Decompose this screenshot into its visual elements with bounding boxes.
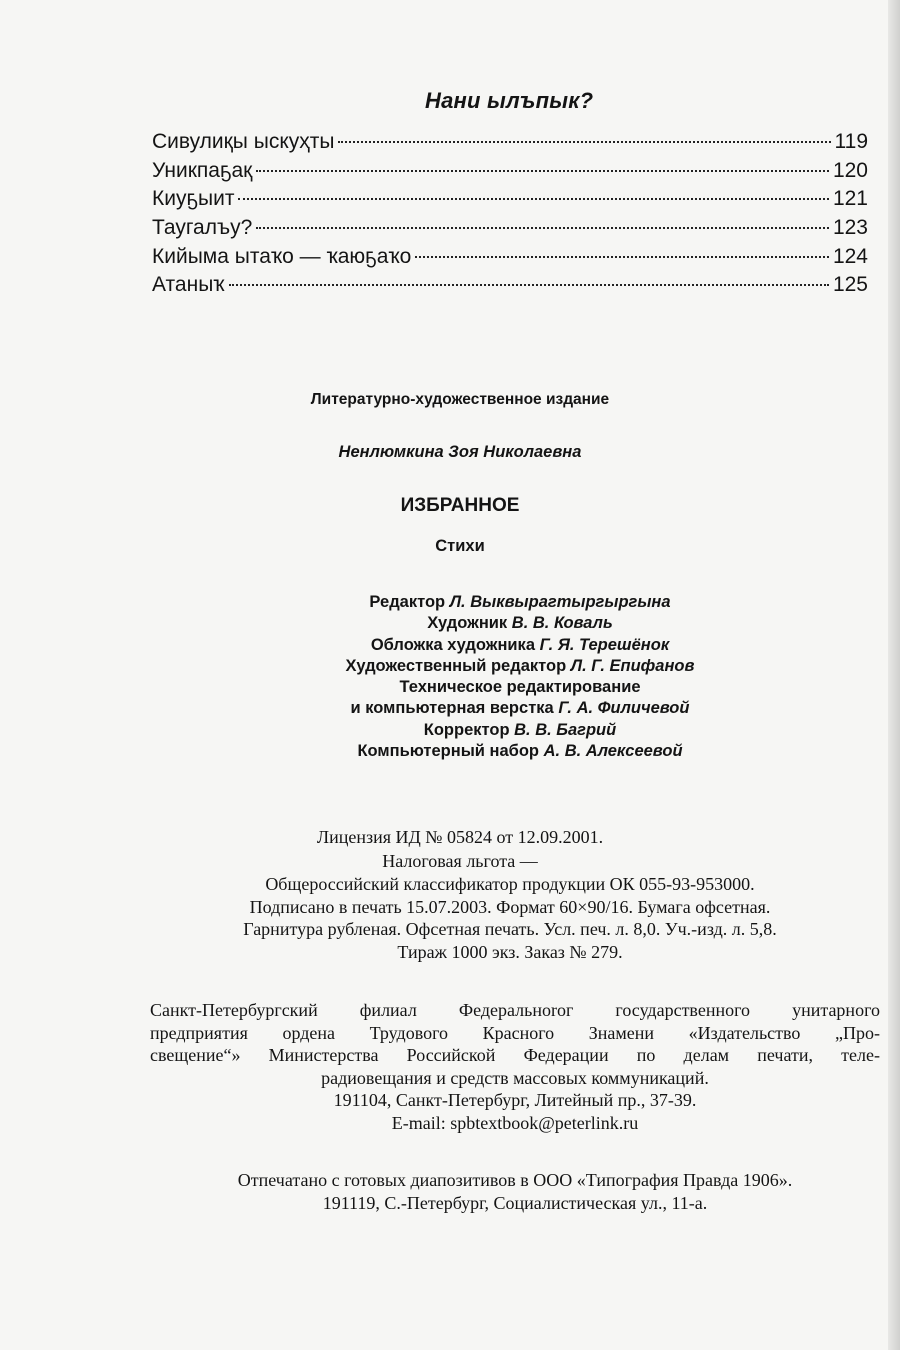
- toc-leader-dots: [256, 170, 829, 172]
- credit-role: Редактор: [369, 593, 446, 611]
- credit-person: Л. Г. Епифанов: [570, 656, 695, 675]
- toc-entry-page: 119: [834, 130, 868, 153]
- edition-genre: Литературно-художественное издание: [310, 391, 610, 408]
- credit-role: Компьютерный набор: [357, 742, 540, 761]
- spec-line: Общероссийский классификатор продукции ОК 055-93-953000.: [265, 874, 755, 894]
- credit-line: [300, 677, 740, 698]
- toc-entry-page: 120: [832, 158, 868, 182]
- credits-block: [300, 592, 740, 762]
- license-line: Лицензия ИД № 05824 от 12.09.2001.: [316, 827, 604, 847]
- credit-person: В. В. Багрий: [514, 720, 617, 739]
- credit-line: [300, 720, 740, 741]
- toc-entry-title: Таугалъу?: [152, 216, 253, 240]
- credit-line: [300, 698, 740, 719]
- book-title: ИЗБРАННОЕ: [400, 495, 520, 516]
- author-name: Ненлюмкина Зоя Николаевна: [338, 443, 582, 461]
- credit-line: [300, 592, 740, 613]
- toc-entry-title: Атаныҡ: [152, 273, 225, 297]
- spec-line: Тираж 1000 экз. Заказ № 279.: [397, 941, 623, 962]
- toc-leader-dots: [229, 284, 829, 286]
- book-subtitle: Стихи: [435, 537, 485, 555]
- credit-role: Обложка художника: [370, 635, 535, 654]
- credit-role: Художественный редактор: [345, 656, 567, 675]
- printer-line: Отпечатано с готовых диапозитивов в ООО «Типография Правда 1906».: [237, 1170, 793, 1190]
- toc-entry-title: Уникпаҕақ: [152, 158, 253, 182]
- toc-entry-page: 125: [832, 273, 868, 297]
- printer-info: [150, 1169, 880, 1214]
- toc-leader-dots: [338, 141, 830, 143]
- toc-entry-title: Киуҕыит: [152, 187, 235, 211]
- toc-entry-page: 121: [832, 187, 868, 211]
- print-specs: [140, 873, 880, 963]
- toc-entry: [152, 273, 868, 302]
- toc-entry-page: 123: [832, 216, 868, 240]
- toc-entry-title: Сивулиқы ыскуҳты: [152, 130, 335, 153]
- publisher-address: 191104, Санкт-Петербург, Литейный пр., 37-39.: [333, 1090, 697, 1110]
- printer-address: 191119, С.-Петербург, Социалистическая ул., 11-а.: [322, 1192, 708, 1213]
- publisher-line: свещение“» Министерства Российской Федерации по делам печати, теле-: [150, 1045, 880, 1065]
- toc-entry-page: 124: [832, 244, 868, 268]
- toc-entry: [152, 159, 868, 188]
- credit-role: Художник: [427, 614, 508, 633]
- toc-entry: [152, 130, 868, 159]
- spec-line: Подписано в печать 15.07.2003. Формат 60×90/16. Бумага офсетная.: [249, 896, 771, 917]
- toc-leader-dots: [238, 198, 829, 200]
- credit-person: Г. А. Филичевой: [558, 699, 690, 718]
- toc-entry: [152, 245, 868, 274]
- publisher-line: радиовещания и средств массовых коммуникаций.: [321, 1067, 709, 1088]
- toc-leader-dots: [256, 227, 829, 229]
- toc-entry: [152, 216, 868, 245]
- credit-line: [300, 741, 740, 762]
- credit-role: Техническое редактирование: [399, 678, 641, 697]
- spec-line: Гарнитура рубленая. Офсетная печать. Усл. печ. л. 8,0. Уч.-изд. л. 5,8.: [243, 919, 777, 939]
- credit-line: [300, 613, 740, 634]
- toc-entry: [152, 187, 868, 216]
- credit-line: [300, 656, 740, 677]
- publisher-info: [150, 999, 880, 1134]
- tax-line: Налоговая льгота —: [382, 851, 538, 871]
- credit-person: В. В. Коваль: [511, 614, 613, 633]
- credit-person: Г. Я. Терешёнок: [539, 635, 670, 654]
- publisher-line: предприятия ордена Трудового Красного Знамени «Издательство „Про-: [150, 1022, 880, 1043]
- toc-heading: Нани ылъпык?: [425, 88, 594, 113]
- page-edge: [888, 0, 900, 1350]
- table-of-contents: [152, 130, 868, 302]
- toc-leader-dots: [415, 256, 829, 258]
- toc-entry-title: Кийыма ытаҡо — ҡаюҕаҡо: [152, 244, 412, 268]
- publisher-email: E-mail: spbtextbook@peterlink.ru: [391, 1112, 639, 1133]
- credit-person: А. В. Алексеевой: [543, 742, 683, 761]
- credit-role: и компьютерная верстка: [350, 699, 554, 718]
- credit-role: Корректор: [423, 720, 510, 739]
- credit-line: [300, 635, 740, 656]
- credit-person: Л. Выквырагтыргыргына: [449, 593, 671, 611]
- publisher-line: Санкт-Петербургский филиал Федеральноrог государственного унитарного: [150, 1000, 880, 1020]
